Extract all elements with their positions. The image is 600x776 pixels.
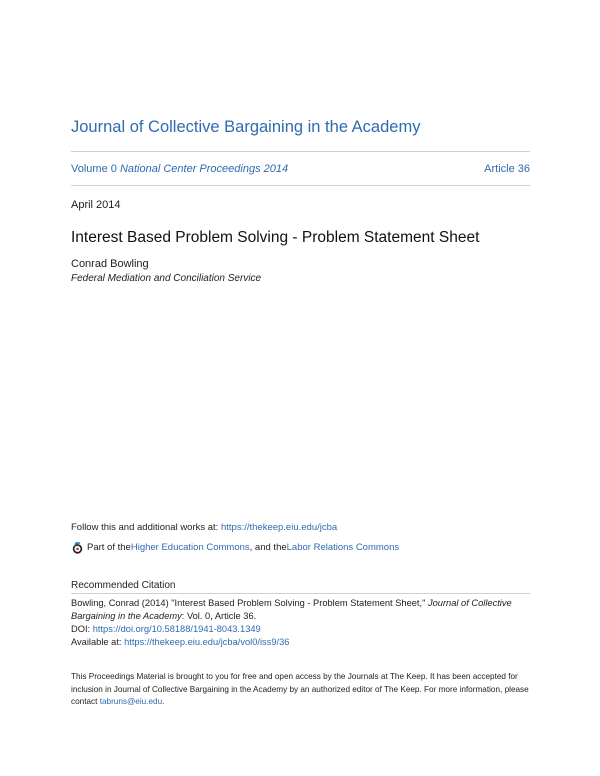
available-link[interactable]: https://thekeep.eiu.edu/jcba/vol0/iss9/36: [124, 637, 290, 647]
citation-block: [71, 597, 533, 649]
available-label: Available at:: [71, 637, 125, 647]
follow-text: Follow this and additional works at:: [71, 522, 221, 533]
author-affiliation: Federal Mediation and Conciliation Service: [71, 273, 262, 284]
article-number-link[interactable]: Article 36: [484, 163, 530, 175]
notice-text: This Proceedings Material is brought to you for free and open access by the Journals at The Keep. It has been accepted for inclusion in Journal of Collective Bargaining in the Academy by an authorized editor of The Keep. For more information, please contact: [71, 672, 529, 706]
proceedings-link[interactable]: National Center Proceedings 2014: [119, 163, 289, 175]
part-of-line: [71, 541, 399, 554]
and-the-text: , and the: [249, 542, 287, 553]
volume-link[interactable]: Volume 0: [71, 163, 117, 175]
doi-label: DOI:: [71, 624, 93, 634]
publication-date: April 2014: [71, 199, 121, 211]
citation-volume: : Vol. 0, Article 36.: [181, 611, 257, 621]
issue-line: [71, 163, 530, 175]
access-notice: [71, 671, 533, 709]
divider-top: [71, 151, 530, 152]
doi-link[interactable]: https://doi.org/10.58188/1941-8043.1349: [92, 624, 261, 634]
part-of-text: Part of the: [87, 542, 131, 553]
follow-line: [71, 522, 337, 533]
author-name: Conrad Bowling: [71, 258, 149, 270]
labor-relations-commons-link[interactable]: Labor Relations Commons: [286, 542, 400, 553]
follow-link[interactable]: https://thekeep.eiu.edu/jcba: [220, 522, 338, 533]
recommended-citation-heading: Recommended Citation: [71, 580, 176, 591]
divider-citation: [71, 593, 530, 594]
open-access-icon: [71, 541, 84, 554]
divider-issue: [71, 185, 530, 186]
higher-education-commons-link[interactable]: Higher Education Commons: [130, 542, 250, 553]
article-title: Interest Based Problem Solving - Problem Statement Sheet: [71, 229, 480, 246]
journal-title[interactable]: Journal of Collective Bargaining in the Academy: [71, 118, 421, 136]
contact-email-link[interactable]: tabruns@eiu.edu: [99, 697, 163, 706]
citation-text: Bowling, Conrad (2014) "Interest Based Problem Solving - Problem Statement Sheet,": [71, 598, 428, 608]
citation-journal: Journal of Collective Bargaining in the Academy: [71, 598, 512, 621]
notice-end: .: [162, 697, 165, 706]
